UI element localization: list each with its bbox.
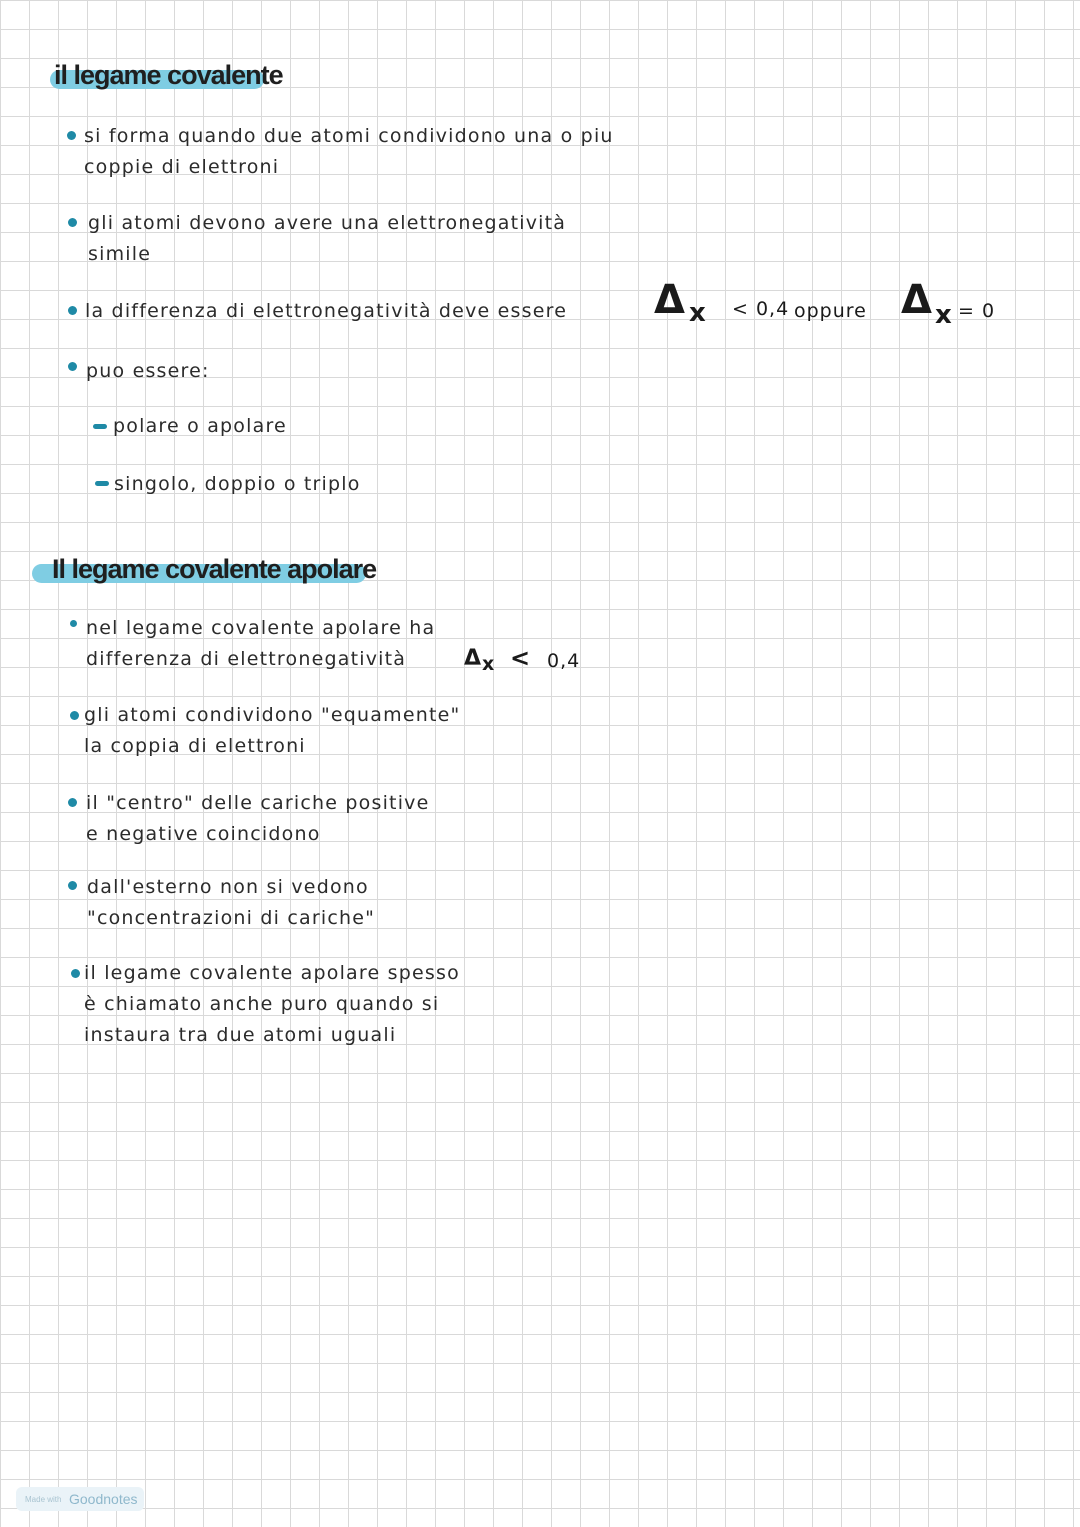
condition-less-than: < 0,4 — [732, 298, 790, 320]
goodnotes-badge — [16, 1487, 144, 1511]
list-item: gli atomi condividono "equamente" la coppia di elettroni — [84, 704, 461, 757]
goodnotes-brand: Goodnotes — [69, 1491, 138, 1507]
bullet-dot — [71, 969, 80, 978]
bullet-dot — [68, 881, 77, 890]
dash-marker — [93, 424, 107, 429]
made-with-label: Made with — [25, 1495, 62, 1504]
list-item: gli atomi devono avere una elettronegatività simile — [88, 212, 567, 265]
bullet-dot — [68, 218, 77, 227]
sub-list-item: polare o apolare — [113, 415, 287, 437]
list-item: nel legame covalente apolare ha differenza di elettronegatività — [86, 617, 436, 670]
bullet-dot — [67, 131, 76, 140]
list-item: il legame covalente apolare spesso è chiamato anche puro quando si instaura tra due atomi uguali — [84, 962, 460, 1046]
bullet-dot — [70, 620, 77, 627]
delta-symbol: Δ — [901, 277, 932, 323]
bullet-dot — [68, 798, 77, 807]
sub-list-item: singolo, doppio o triplo — [114, 473, 361, 495]
value-text: 0,4 — [547, 650, 581, 672]
apolar-formula — [464, 644, 594, 678]
delta-symbol: Δ — [464, 646, 482, 671]
list-item: si forma quando due atomi condividono una o piu coppie di elettroni — [84, 125, 614, 178]
bullet-dot — [70, 711, 79, 720]
list-item: puo essere: — [86, 360, 210, 382]
bullet-dot — [68, 362, 77, 371]
section-title-legame-covalente-apolare: Il legame covalente apolare — [38, 554, 376, 584]
x-subscript: x — [689, 298, 706, 328]
section-title-legame-covalente: il legame covalente — [54, 60, 283, 90]
dash-marker — [95, 481, 109, 486]
list-item: dall'esterno non si vedono "concentrazioni di cariche" — [87, 876, 376, 929]
list-item: la differenza di elettronegatività deve essere — [85, 300, 568, 322]
condition-equal-zero: = 0 — [958, 300, 996, 322]
oppure-text: oppure — [794, 300, 867, 322]
x-subscript: x — [935, 300, 952, 330]
electronegativity-formula — [654, 277, 996, 330]
x-subscript: x — [482, 653, 495, 675]
less-than-symbol: < — [510, 644, 531, 672]
delta-symbol: Δ — [654, 277, 685, 323]
bullet-dot — [68, 306, 77, 315]
list-item: il "centro" delle cariche positive e negative coincidono — [86, 792, 430, 845]
